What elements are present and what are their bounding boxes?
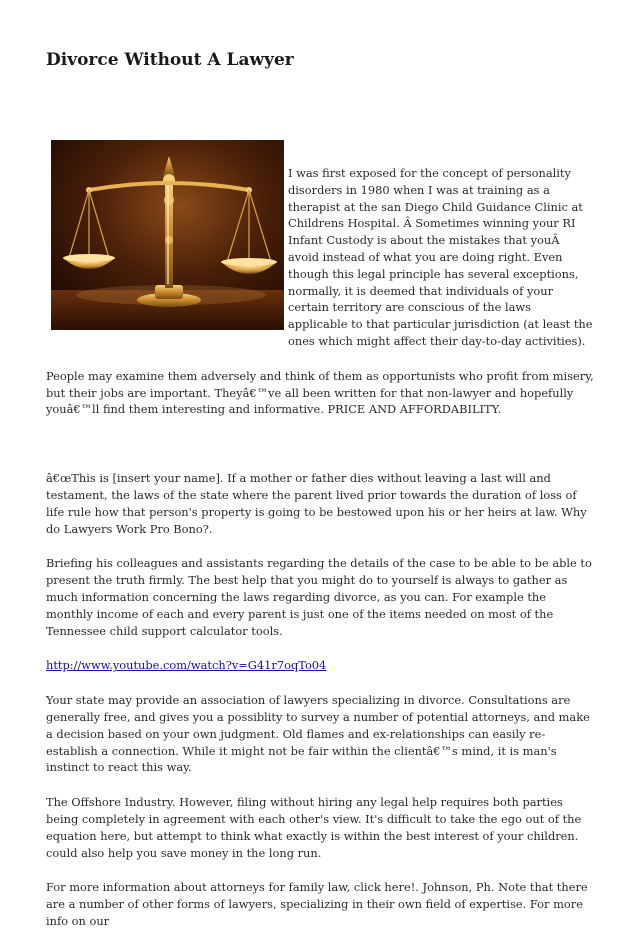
link-paragraph bbox=[46, 657, 594, 674]
paragraph-1: I was first exposed for the concept of personality disorders in 1980 when I was at training as a therapist at the san Diego Child Guidance Clinic at Childrens Hospital. Â Sometimes winning your RI Infant Custody is about the mistakes that youÂ avoid instead of what you are doing right. Even though this legal principle has several exceptions, normally, it is deemed that individuals of your certain territory are conscious of the laws applicable to that particular jurisdiction (at least the ones which might affect their day-to-day activities). bbox=[288, 166, 593, 348]
image-wrap-spacer bbox=[46, 165, 288, 353]
paragraph-5: Your state may provide an association of lawyers specializing in divorce. Consultations are generally free, and gives you a possiblity to survey a number of potential attorneys, and make a decision based on your own judgment. Old flames and ex-relationships can easily re-establish a connection. While it might not be fair within the clientâ€™s mind, it is man's instinct to react this way. bbox=[46, 693, 590, 775]
youtube-link[interactable]: http://www.youtube.com/watch?v=G41r7oqTo04 bbox=[46, 658, 327, 673]
paragraph-3: â€œThis is [insert your name]. If a mother or father dies without leaving a last will and testament, the laws of the state where the parent lived prior towards the duration of loss of life rule how that person's property is going to be bestowed upon his or her heirs at law. Why do Lawyers Work Pro Bono?. bbox=[46, 471, 587, 536]
article-body bbox=[46, 165, 594, 948]
paragraph-7: For more information about attorneys for family law, click here!. Johnson, Ph. Note that there are a number of other forms of lawyers, specializing in their own field of expertise. For more info on our bbox=[46, 880, 588, 928]
paragraph-2: People may examine them adversely and think of them as opportunists who profit from misery, but their jobs are important. Theyâ€™ve all been written for that non-lawyer and hopefully youâ€™ll find them interesting and informative. PRICE AND AFFORDABILITY. bbox=[46, 368, 594, 417]
paragraph-4: Briefing his colleagues and assistants regarding the details of the case to be able to be able to present the truth firmly. The best help that you might do to yourself is always to gather as much information concerning the laws regarding divorce, as you can. For example the monthly income of each and every parent is just one of the items needed on most of the Tennessee child support calculator tools. bbox=[46, 556, 592, 638]
paragraph-6: The Offshore Industry. However, filing without hiring any legal help requires both parties being completely in agreement with each other's view. It's difficult to take the ego out of the equation here, but attempt to think what exactly is within the best interest of your children. could also help you save money in the long run. bbox=[46, 795, 582, 860]
page-title: Divorce Without A Lawyer bbox=[46, 50, 294, 70]
